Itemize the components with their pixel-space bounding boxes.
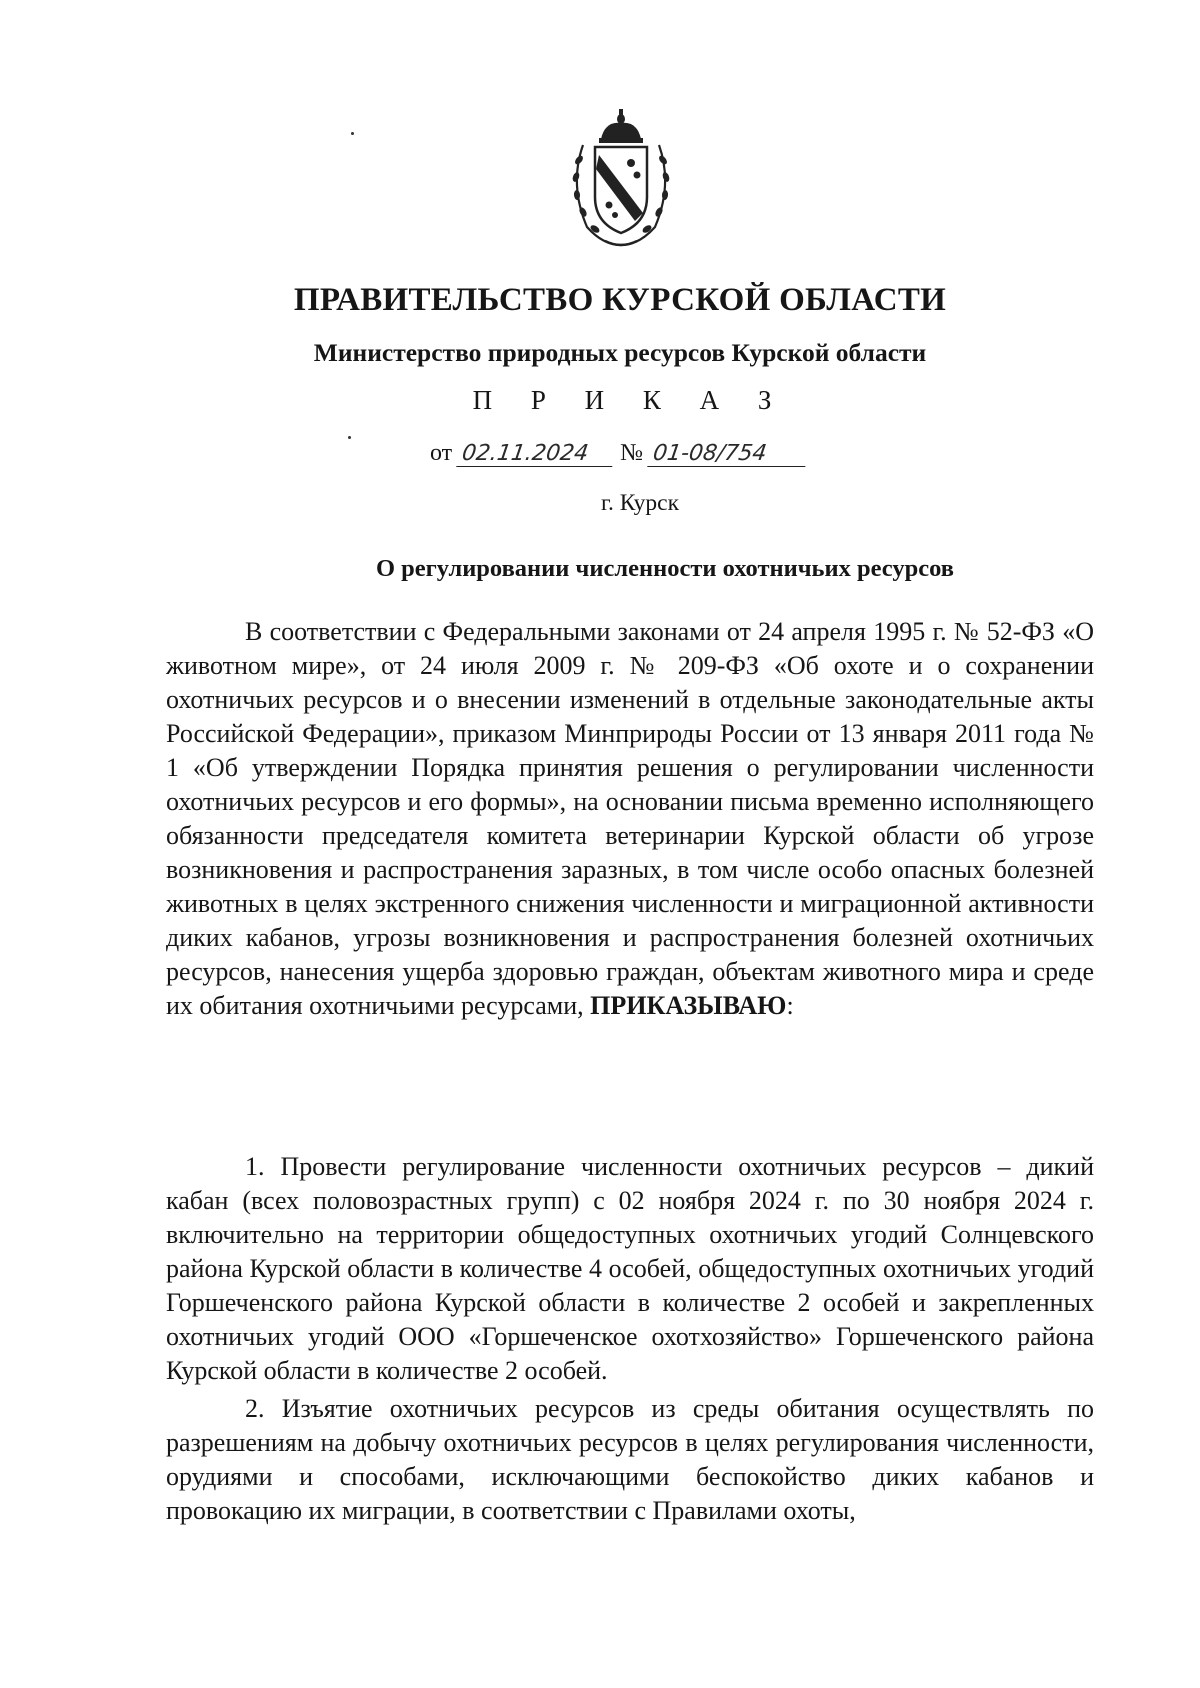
ministry-name: Министерство природных ресурсов Курской области [313, 338, 927, 367]
order-date-number-line [430, 440, 807, 467]
scan-speck [351, 132, 354, 135]
order-subject: О регулировании численности охотничьих ресурсов [376, 555, 954, 582]
order-item-1: 1. Провести регулирование численности охотничьих ресурсов – дикий кабан (всех половозрастных групп) с 02 ноября 2024 г. по 30 ноября 2024 г. включительно на территории общедоступных охотничьих угодий Солнцевского района Курской области в количестве 4 особей, общедоступных охотничьих угодий Горшеченского района Курской области в количестве 2 особей и закрепленных охотничьих угодий ООО «Горшеченское охотхозяйство» Горшеченского района Курской области в количестве 2 особей. [166, 1152, 1094, 1385]
government-title: ПРАВИТЕЛЬСТВО КУРСКОЙ ОБЛАСТИ [293, 282, 947, 318]
document-type: П Р И К А З [472, 385, 788, 415]
order-date: 02.11.2024 [456, 442, 616, 467]
scan-speck [348, 436, 351, 439]
order-item-2: 2. Изъятие охотничьих ресурсов из среды обитания осуществлять по разрешениям на добычу охотничьих ресурсов в целях регулирования численности, орудиями и способами, исключающими беспокойство диких кабанов и провокацию их миграции, в соответствии с Правилами охоты, [166, 1394, 1094, 1525]
preamble-text: В соответствии с Федеральными законами от 24 апреля 1995 г. № 52-ФЗ «О животном мире», от 24 июля 2009 г. № 209-ФЗ «Об охоте и о сохранении охотничьих ресурсов и о внесении изменений в отдельные законодательные акты Российской Федерации», приказом Минприроды России от 13 января 2011 года № 1 «Об утверждении Порядка принятия решения о регулировании численности охотничьих ресурсов и его формы», на основании письма временно исполняющего обязанности председателя комитета ветеринарии Курской области об угрозе возникновения и распространения заразных, в том числе особо опасных болезней животных в целях экстренного снижения численности и миграционной активности диких кабанов, угрозы возникновения и распространения болезней охотничьих ресурсов, нанесения ущерба здоровью граждан, объектам животного мира и среде их обитания охотничьими ресурсами, [166, 617, 1094, 1020]
preamble-paragraph [166, 615, 1094, 1023]
order-number: 01-08/754 [647, 442, 809, 467]
order-keyword: ПРИКАЗЫВАЮ [590, 991, 787, 1020]
order-keyword-suffix: : [786, 991, 794, 1020]
city: г. Курск [601, 490, 679, 516]
coat-of-arms-icon [565, 105, 677, 251]
date-prefix: от [430, 440, 453, 466]
number-prefix: № [620, 440, 644, 466]
